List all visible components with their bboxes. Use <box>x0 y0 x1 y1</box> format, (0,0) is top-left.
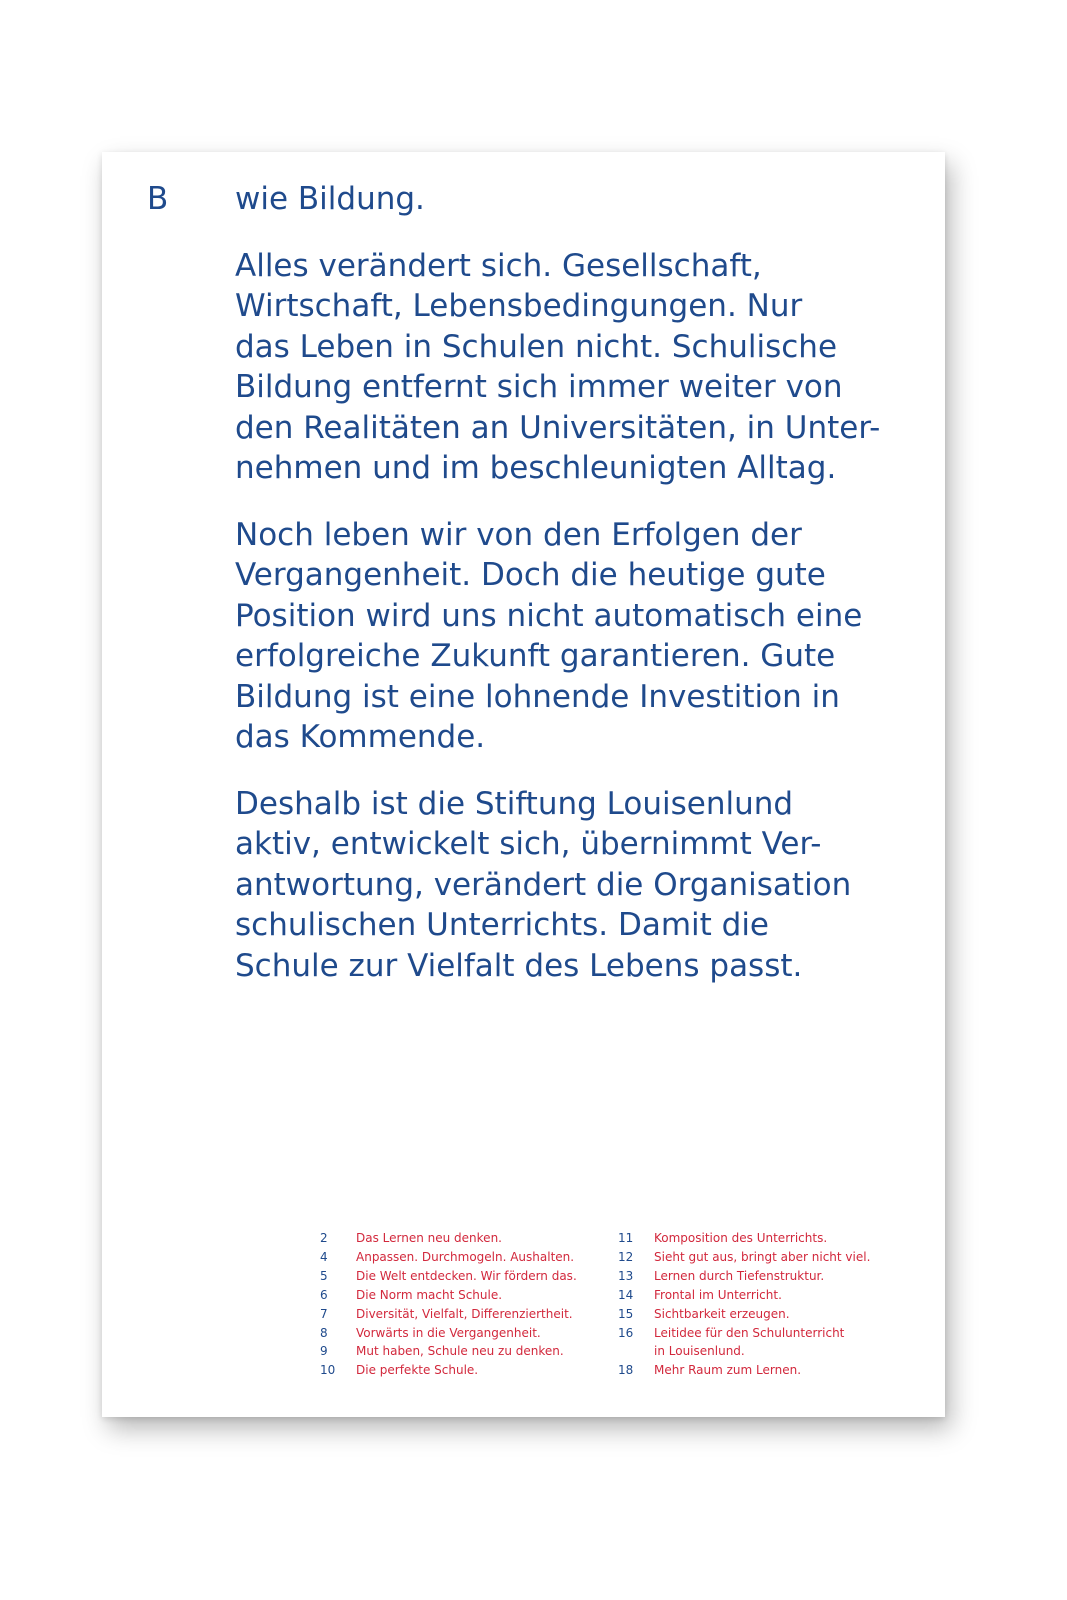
toc-title: Komposition des Unterrichts. <box>654 1231 828 1245</box>
toc-entry <box>320 1361 577 1380</box>
page-title: wie Bildung. <box>235 181 425 217</box>
toc-entry <box>618 1324 870 1362</box>
toc-title: Anpassen. Durchmogeln. Aushalten. <box>356 1249 575 1264</box>
toc-page-number: 14 <box>618 1287 634 1302</box>
toc-page-number: 13 <box>618 1268 634 1283</box>
toc-page-number: 6 <box>320 1287 328 1302</box>
toc-title: Die Welt entdecken. Wir fördern das. <box>356 1268 577 1283</box>
toc-title: Sichtbarkeit erzeugen. <box>654 1306 790 1321</box>
toc-entry <box>618 1361 870 1380</box>
paragraph-2: Noch leben wir von den Erfolgen der Vergangenheit. Doch die heutige gute Position wird uns nicht automatisch eine erfolgreiche Zukunft garantieren. Gute Bildung ist eine lohnende Investition in das Kommende. <box>235 516 863 755</box>
toc-page-number: 12 <box>618 1249 634 1264</box>
toc-entry <box>618 1229 870 1248</box>
toc-entry <box>320 1342 577 1361</box>
main-text <box>235 179 925 986</box>
toc-page-number: 9 <box>320 1344 328 1359</box>
toc-entry <box>320 1286 577 1305</box>
toc-entry <box>618 1267 870 1286</box>
toc-entry <box>320 1305 577 1324</box>
toc-page-number: 5 <box>320 1268 328 1283</box>
section-letter: B <box>147 181 169 217</box>
toc-entry <box>320 1324 577 1343</box>
toc-page-number: 7 <box>320 1306 328 1321</box>
toc-title: Diversität, Vielfalt, Differenziertheit. <box>356 1306 573 1321</box>
toc-page-number: 2 <box>320 1231 328 1245</box>
toc-title: Vorwärts in die Vergangenheit. <box>356 1325 541 1340</box>
paragraph-3: Deshalb ist die Stiftung Louisenlund aktiv, entwickelt sich, übernimmt Ver- antwortung, verändert die Organisation schulischen Unterrichts. Damit die Schule zur Vielfalt des Lebens passt. <box>235 785 852 984</box>
toc-title: Frontal im Unterricht. <box>654 1287 782 1302</box>
toc-title: Das Lernen neu denken. <box>356 1231 502 1245</box>
toc-entry <box>320 1248 577 1267</box>
table-of-contents-right <box>618 1229 870 1380</box>
toc-page-number: 18 <box>618 1363 634 1378</box>
toc-title: Die Norm macht Schule. <box>356 1287 503 1302</box>
document-page <box>102 152 945 1417</box>
toc-page-number: 8 <box>320 1325 328 1340</box>
toc-entry <box>618 1305 870 1324</box>
toc-page-number: 16 <box>618 1325 634 1340</box>
toc-entry <box>320 1267 577 1286</box>
toc-title: Leitidee für den Schulunterricht in Louisenlund. <box>654 1325 845 1359</box>
toc-title: Die perfekte Schule. <box>356 1363 479 1378</box>
paragraph-1: Alles verändert sich. Gesellschaft, Wirtschaft, Lebensbedingungen. Nur das Leben in Schulen nicht. Schulische Bildung entfernt sich immer weiter von den Realitäten an Universitäten, in Unter- nehmen und im beschleunigten Alltag. <box>235 247 881 486</box>
toc-page-number: 15 <box>618 1306 634 1321</box>
toc-title: Mehr Raum zum Lernen. <box>654 1363 802 1378</box>
toc-page-number: 4 <box>320 1249 328 1264</box>
toc-page-number: 10 <box>320 1363 336 1378</box>
toc-entry <box>618 1286 870 1305</box>
toc-page-number: 11 <box>618 1231 634 1245</box>
toc-entry <box>320 1229 577 1248</box>
table-of-contents-left <box>320 1229 577 1380</box>
toc-title: Lernen durch Tiefenstruktur. <box>654 1268 825 1283</box>
toc-entry <box>618 1248 870 1267</box>
toc-title: Sieht gut aus, bringt aber nicht viel. <box>654 1249 871 1264</box>
toc-title: Mut haben, Schule neu zu denken. <box>356 1344 564 1359</box>
